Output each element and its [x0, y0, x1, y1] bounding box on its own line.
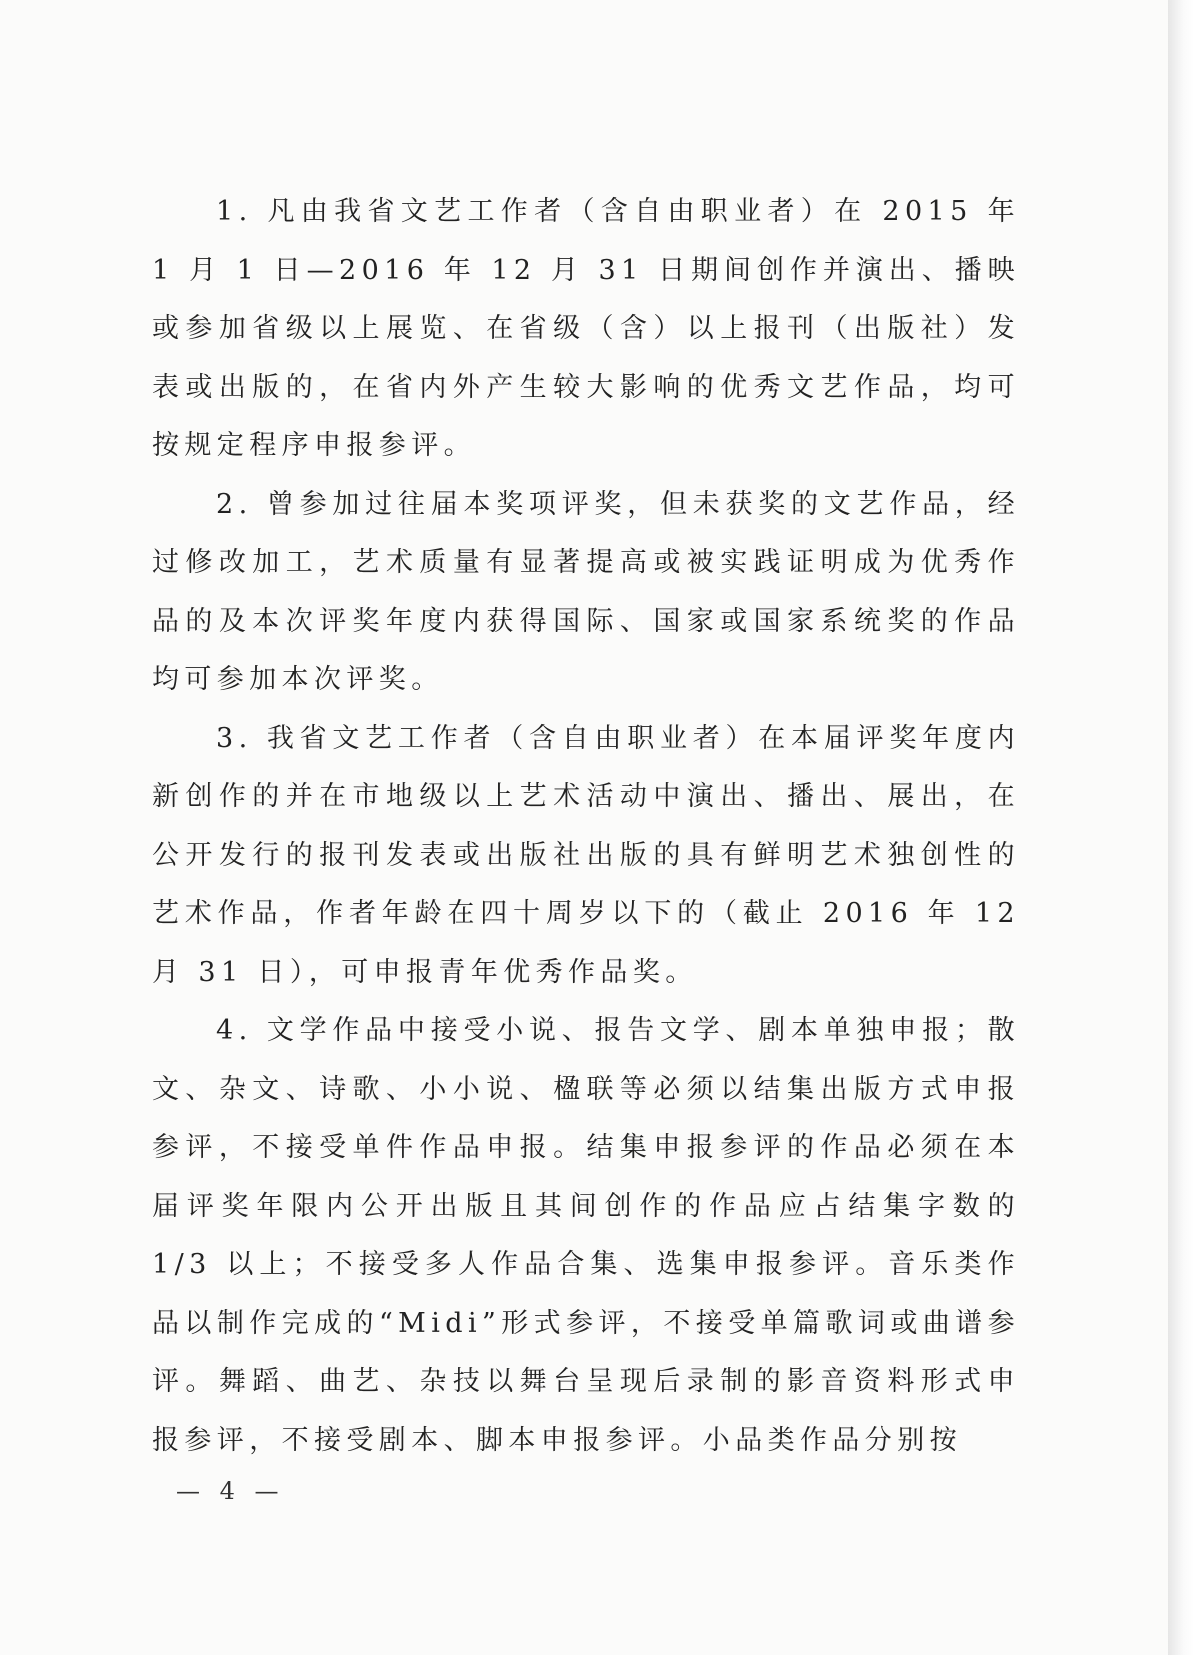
page-edge-shadow — [1168, 0, 1194, 1655]
paragraph-2: 2. 曾参加过往届本奖项评奖，但未获奖的文艺作品，经过修改加工，艺术质量有显著提高或被实践证明成为优秀作品的及本次评奖年度内获得国际、国家或国家系统奖的作品均可参加本次评奖。 — [152, 488, 1020, 695]
paragraph-3: 3. 我省文艺工作者（含自由职业者）在本届评奖年度内新创作的并在市地级以上艺术活动中演出、播出、展出，在公开发行的报刊发表或出版社出版的具有鲜明艺术独创性的艺术作品，作者年龄在四十周岁以下的（截止 2016 年 12 月 31 日），可申报青年优秀作品奖。 — [152, 722, 1020, 988]
document-body — [152, 183, 1020, 1470]
paragraph-1: 1. 凡由我省文艺工作者（含自由职业者）在 2015 年 1 月 1 日—2016 年 12 月 31 日期间创作并演出、播映或参加省级以上展览、在省级（含）以上报刊（出版社）发表或出版的，在省内外产生较大影响的优秀文艺作品，均可按规定程序申报参评。 — [152, 196, 1020, 461]
paragraph-4: 4. 文学作品中接受小说、报告文学、剧本单独申报；散文、杂文、诗歌、小小说、楹联等必须以结集出版方式申报参评，不接受单件作品申报。结集申报参评的作品必须在本届评奖年限内公开出版且其间创作的作品应占结集字数的 1/3 以上；不接受多人作品合集、选集申报参评。音乐类作品以制作完成的“Midi”形式参评，不接受单篇歌词或曲谱参评。舞蹈、曲艺、杂技以舞台呈现后录制的影音资料形式申报参评，不接受剧本、脚本申报参评。小品类作品分别按 — [152, 1015, 1020, 1456]
page-number: — 4 — — [176, 1477, 285, 1505]
